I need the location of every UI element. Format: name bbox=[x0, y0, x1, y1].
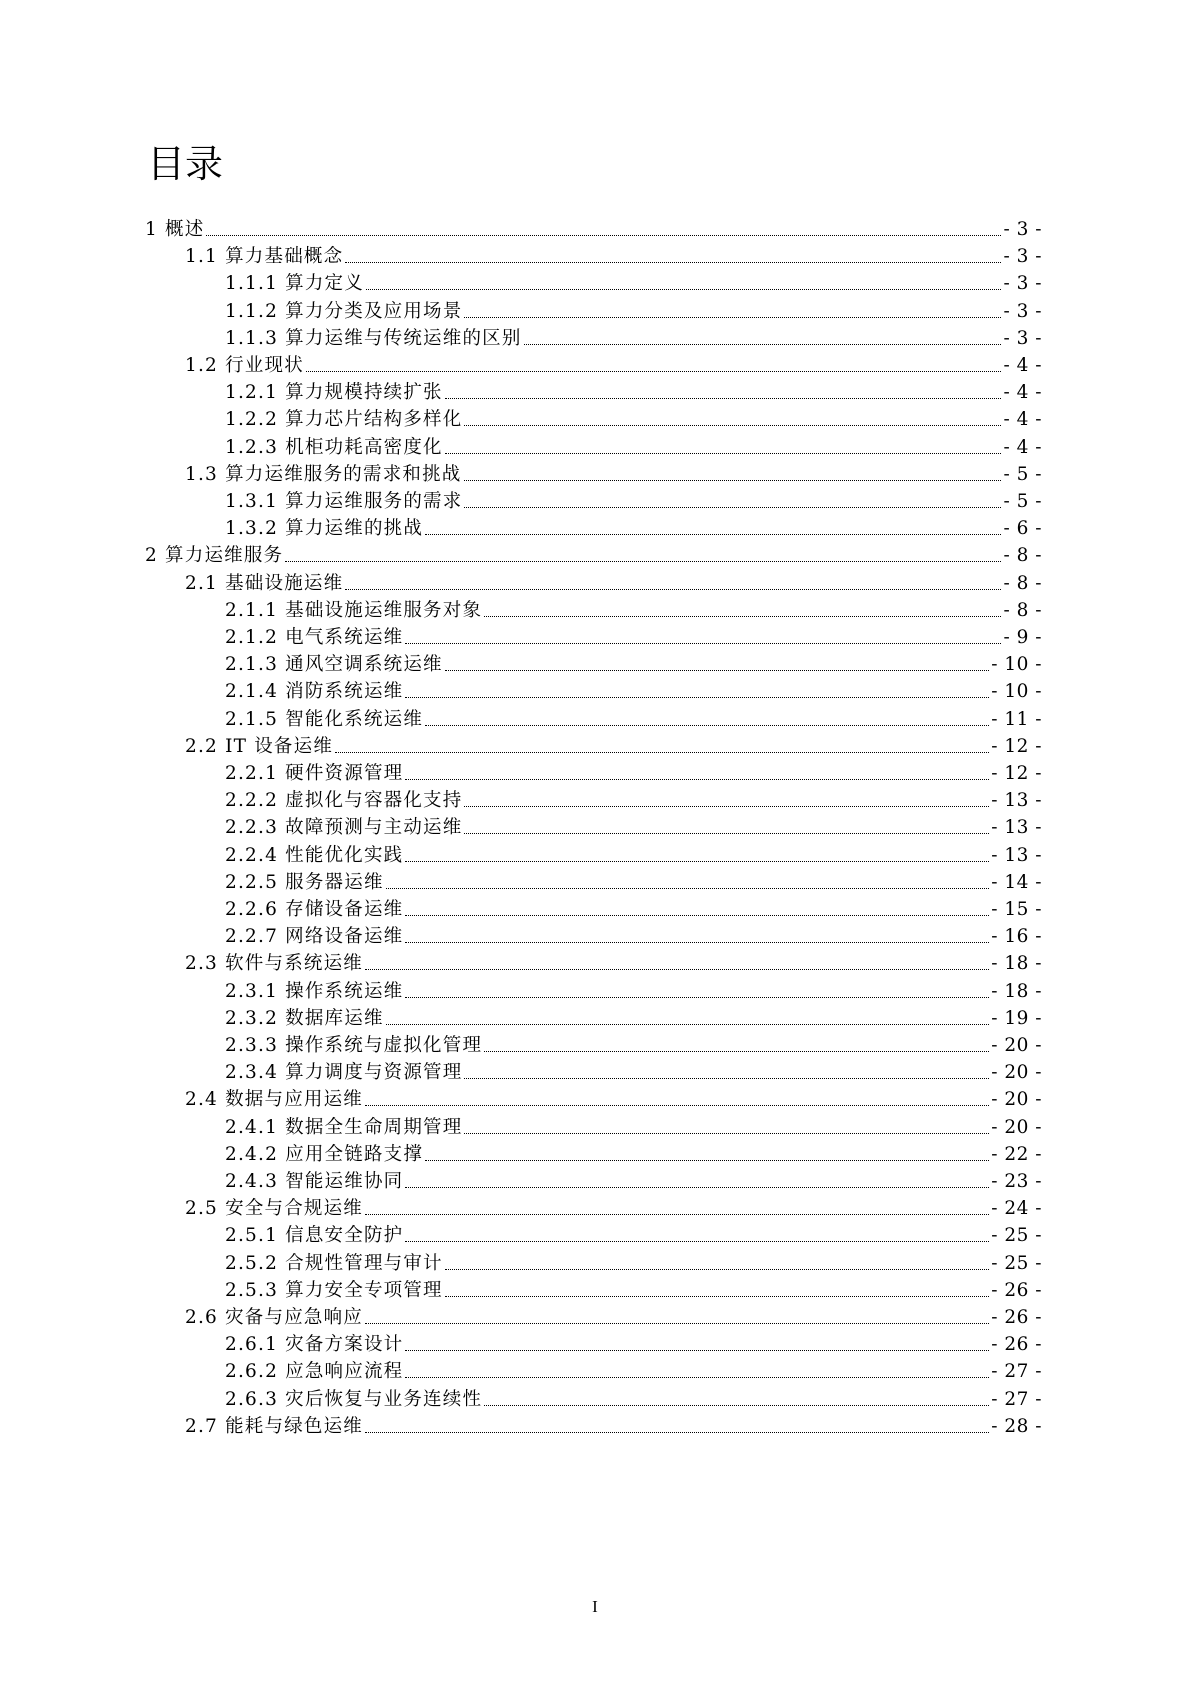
toc-entry-title: 2.2.6 存储设备运维 bbox=[225, 899, 404, 920]
toc-entry-title: 1 概述 bbox=[145, 219, 205, 240]
toc-entry-title: 1.2.1 算力规模持续扩张 bbox=[225, 382, 443, 404]
toc-entry[interactable] bbox=[225, 269, 1042, 295]
dot-leader bbox=[464, 806, 989, 807]
toc-entry[interactable] bbox=[225, 868, 1042, 894]
toc-entry[interactable] bbox=[185, 1412, 1042, 1438]
toc-entry-page: - 22 - bbox=[991, 1143, 1042, 1165]
page-number: I bbox=[592, 1597, 598, 1616]
toc-entry[interactable] bbox=[225, 297, 1042, 323]
dot-leader bbox=[425, 534, 1001, 535]
toc-entry-title: 2.2.4 性能优化实践 bbox=[225, 844, 404, 866]
toc-entry-title: 2.3.2 数据库运维 bbox=[225, 1007, 384, 1029]
toc-entry-page: - 23 - bbox=[991, 1171, 1042, 1192]
toc-entry[interactable] bbox=[225, 977, 1042, 1003]
toc-entry-title: 2.3.3 操作系统与虚拟化管理 bbox=[225, 1035, 483, 1056]
dot-leader bbox=[365, 1432, 989, 1433]
toc-entry[interactable] bbox=[225, 1031, 1042, 1057]
toc-entry[interactable] bbox=[225, 487, 1042, 513]
toc-entry-title: 2.6.3 灾后恢复与业务连续性 bbox=[225, 1388, 483, 1410]
dot-leader bbox=[365, 969, 989, 970]
toc-entry[interactable] bbox=[185, 460, 1042, 486]
toc-entry-page: - 10 - bbox=[991, 654, 1042, 676]
toc-entry-page: - 5 - bbox=[1003, 491, 1042, 512]
toc-entry-page: - 10 - bbox=[991, 681, 1042, 703]
toc-entry-page: - 18 - bbox=[991, 953, 1042, 975]
toc-entry-page: - 12 - bbox=[991, 735, 1042, 757]
dot-leader bbox=[524, 344, 1002, 345]
dot-leader bbox=[405, 997, 989, 998]
toc-entry-title: 2.2.5 服务器运维 bbox=[225, 871, 384, 893]
toc-entry-page: - 8 - bbox=[1003, 545, 1042, 567]
dot-leader bbox=[365, 1105, 989, 1106]
dot-leader bbox=[345, 262, 1001, 263]
toc-entry[interactable] bbox=[225, 1330, 1042, 1356]
dot-leader bbox=[484, 616, 1001, 617]
dot-leader bbox=[405, 1241, 989, 1242]
toc-entry-title: 2.4 数据与应用运维 bbox=[185, 1089, 364, 1111]
toc-entry[interactable] bbox=[225, 1249, 1042, 1275]
toc-entry[interactable] bbox=[225, 813, 1042, 839]
dot-leader bbox=[405, 697, 989, 698]
toc-entry-title: 2.1.2 电气系统运维 bbox=[225, 627, 404, 648]
toc-entry-page: - 28 - bbox=[991, 1415, 1042, 1437]
toc-entry-page: - 20 - bbox=[991, 1116, 1042, 1138]
dot-leader bbox=[464, 833, 989, 834]
toc-entry[interactable] bbox=[225, 1167, 1042, 1193]
toc-entry-title: 1.3 算力运维服务的需求和挑战 bbox=[185, 463, 462, 485]
toc-entry[interactable] bbox=[225, 1276, 1042, 1302]
dot-leader bbox=[285, 561, 1001, 562]
dot-leader bbox=[345, 589, 1001, 590]
toc-entry-title: 2.1.4 消防系统运维 bbox=[225, 681, 404, 703]
toc-entry-page: - 25 - bbox=[991, 1252, 1042, 1274]
dot-leader bbox=[365, 1323, 989, 1324]
toc-entry-page: - 25 - bbox=[991, 1225, 1042, 1247]
toc-entry-title: 2.7 能耗与绿色运维 bbox=[185, 1415, 364, 1437]
toc-entry-page: - 20 - bbox=[991, 1035, 1042, 1056]
toc-entry-title: 1.2.3 机柜功耗高密度化 bbox=[225, 436, 443, 458]
toc-entry-title: 1.1.3 算力运维与传统运维的区别 bbox=[225, 327, 522, 349]
toc-entry-page: - 24 - bbox=[991, 1198, 1042, 1220]
toc-entry[interactable] bbox=[225, 1113, 1042, 1139]
toc-entry-title: 2.3 软件与系统运维 bbox=[185, 953, 364, 975]
toc-entry[interactable] bbox=[225, 623, 1042, 649]
dot-leader bbox=[425, 1160, 989, 1161]
toc-entry[interactable] bbox=[225, 841, 1042, 867]
toc-entry[interactable] bbox=[185, 569, 1042, 595]
toc-entry-page: - 3 - bbox=[1003, 300, 1042, 322]
toc-entry-title: 2.1.3 通风空调系统运维 bbox=[225, 654, 443, 676]
toc-entry-title: 1.1.2 算力分类及应用场景 bbox=[225, 300, 463, 322]
toc-entry-page: - 6 - bbox=[1003, 518, 1042, 540]
dot-leader bbox=[386, 888, 990, 889]
toc-entry[interactable] bbox=[185, 732, 1042, 758]
dot-leader bbox=[206, 235, 1001, 236]
dot-leader bbox=[445, 453, 1002, 454]
dot-leader bbox=[405, 1377, 989, 1378]
toc-entry-page: - 13 - bbox=[991, 844, 1042, 866]
toc-entry-page: - 4 - bbox=[1003, 436, 1042, 458]
toc-entry[interactable] bbox=[225, 677, 1042, 703]
toc-entry-page: - 3 - bbox=[1003, 273, 1042, 295]
toc-entry[interactable] bbox=[225, 895, 1042, 921]
toc-entry-title: 2.2.3 故障预测与主动运维 bbox=[225, 817, 463, 839]
toc-entry[interactable] bbox=[225, 405, 1042, 431]
dot-leader bbox=[464, 480, 1002, 481]
toc-entry[interactable] bbox=[225, 1058, 1042, 1084]
toc-entry-title: 2.4.2 应用全链路支撑 bbox=[225, 1143, 424, 1165]
toc-entry[interactable] bbox=[225, 786, 1042, 812]
toc-entry-page: - 18 - bbox=[991, 980, 1042, 1002]
toc-entry-page: - 4 - bbox=[1003, 382, 1042, 404]
toc-entry-title: 2.5.1 信息安全防护 bbox=[225, 1225, 404, 1247]
toc-entry-title: 2.3.4 算力调度与资源管理 bbox=[225, 1062, 463, 1084]
toc-entry[interactable] bbox=[225, 378, 1042, 404]
dot-leader bbox=[445, 1269, 989, 1270]
toc-entry-title: 2.1.1 基础设施运维服务对象 bbox=[225, 599, 483, 621]
toc-entry-page: - 19 - bbox=[991, 1007, 1042, 1029]
toc-entry-page: - 20 - bbox=[991, 1062, 1042, 1084]
toc-entry[interactable] bbox=[225, 324, 1042, 350]
toc-entry-page: - 3 - bbox=[1003, 246, 1042, 268]
toc-entry-title: 2.5.2 合规性管理与审计 bbox=[225, 1252, 443, 1274]
toc-entry[interactable] bbox=[225, 433, 1042, 459]
toc-entry-page: - 26 - bbox=[991, 1334, 1042, 1356]
toc-entry-title: 2.6.1 灾备方案设计 bbox=[225, 1334, 404, 1356]
dot-leader bbox=[445, 670, 989, 671]
dot-leader bbox=[405, 779, 989, 780]
toc-entry-title: 2.6 灾备与应急响应 bbox=[185, 1307, 364, 1328]
toc-entry[interactable] bbox=[185, 1303, 1042, 1329]
dot-leader bbox=[445, 398, 1002, 399]
dot-leader bbox=[464, 1133, 989, 1134]
toc-entry[interactable] bbox=[225, 1221, 1042, 1247]
toc-entry-page: - 4 - bbox=[1003, 409, 1042, 431]
toc-entry-title: 1.1.1 算力定义 bbox=[225, 273, 364, 295]
toc-entry[interactable] bbox=[225, 514, 1042, 540]
toc-entry-title: 2.1 基础设施运维 bbox=[185, 572, 344, 594]
toc-entry[interactable] bbox=[145, 215, 1042, 241]
toc-entry[interactable] bbox=[225, 1140, 1042, 1166]
toc-entry-title: 1.2 行业现状 bbox=[185, 355, 304, 376]
dot-leader bbox=[306, 371, 1002, 372]
toc-entry-page: - 15 - bbox=[991, 899, 1042, 920]
toc-entry[interactable] bbox=[185, 242, 1042, 268]
dot-leader bbox=[405, 1350, 989, 1351]
toc-title: 目录 bbox=[147, 142, 224, 186]
toc-entry-title: 2.1.5 智能化系统运维 bbox=[225, 708, 424, 730]
toc-entry-page: - 12 - bbox=[991, 763, 1042, 784]
toc-entry-page: - 27 - bbox=[991, 1361, 1042, 1383]
dot-leader bbox=[425, 725, 989, 726]
dot-leader bbox=[335, 752, 989, 753]
toc-entry-page: - 20 - bbox=[991, 1089, 1042, 1111]
toc-entry[interactable] bbox=[225, 759, 1042, 785]
toc-entry-title: 2.2 IT 设备运维 bbox=[185, 735, 334, 757]
toc-entry-title: 2.5 安全与合规运维 bbox=[185, 1198, 364, 1220]
toc-entry-title: 1.1 算力基础概念 bbox=[185, 246, 344, 268]
toc-entry-page: - 3 - bbox=[1003, 219, 1042, 240]
toc-entry[interactable] bbox=[225, 1385, 1042, 1411]
dot-leader bbox=[464, 1078, 989, 1079]
dot-leader bbox=[464, 425, 1001, 426]
dot-leader bbox=[484, 1051, 989, 1052]
toc-entry[interactable] bbox=[225, 596, 1042, 622]
toc-entry-page: - 27 - bbox=[991, 1388, 1042, 1410]
dot-leader bbox=[464, 507, 1001, 508]
toc-entry-page: - 5 - bbox=[1003, 463, 1042, 485]
dot-leader bbox=[366, 289, 1002, 290]
toc-entry-title: 2.3.1 操作系统运维 bbox=[225, 980, 404, 1002]
toc-entry-title: 2.4.3 智能运维协同 bbox=[225, 1171, 404, 1192]
dot-leader bbox=[386, 1024, 990, 1025]
toc-entry-page: - 13 - bbox=[991, 817, 1042, 839]
toc-entry-title: 2.2.2 虚拟化与容器化支持 bbox=[225, 790, 463, 812]
toc-entry-page: - 16 - bbox=[991, 926, 1042, 948]
toc-entry[interactable] bbox=[185, 1085, 1042, 1111]
toc-entry-title: 2.2.7 网络设备运维 bbox=[225, 926, 404, 948]
dot-leader bbox=[484, 1405, 989, 1406]
toc-entry[interactable] bbox=[145, 541, 1042, 567]
toc-entry-title: 1.3.1 算力运维服务的需求 bbox=[225, 491, 463, 512]
toc-entry-title: 2.5.3 算力安全专项管理 bbox=[225, 1279, 443, 1301]
toc-entry-page: - 13 - bbox=[991, 790, 1042, 812]
toc-entry-page: - 26 - bbox=[991, 1279, 1042, 1301]
dot-leader bbox=[365, 1214, 989, 1215]
dot-leader bbox=[464, 317, 1001, 318]
dot-leader bbox=[445, 1296, 989, 1297]
toc-entry-title: 2.6.2 应急响应流程 bbox=[225, 1361, 404, 1383]
dot-leader bbox=[405, 915, 989, 916]
toc-entry-page: - 11 - bbox=[991, 708, 1042, 730]
toc-entry-title: 2.4.1 数据全生命周期管理 bbox=[225, 1116, 463, 1138]
dot-leader bbox=[405, 942, 989, 943]
toc-entry-page: - 26 - bbox=[991, 1307, 1042, 1328]
toc-entry[interactable] bbox=[225, 705, 1042, 731]
dot-leader bbox=[405, 1187, 989, 1188]
toc-entry-page: - 9 - bbox=[1003, 627, 1042, 648]
dot-leader bbox=[405, 861, 989, 862]
toc-entry[interactable] bbox=[185, 949, 1042, 975]
toc-entry-title: 2.2.1 硬件资源管理 bbox=[225, 763, 404, 784]
toc-entry[interactable] bbox=[225, 650, 1042, 676]
dot-leader bbox=[405, 643, 1001, 644]
toc-entry[interactable] bbox=[225, 922, 1042, 948]
toc-entry[interactable] bbox=[185, 351, 1042, 377]
toc-entry-page: - 8 - bbox=[1003, 599, 1042, 621]
toc-entry-page: - 4 - bbox=[1003, 355, 1042, 376]
toc-entry[interactable] bbox=[225, 1357, 1042, 1383]
toc-entry-title: 1.3.2 算力运维的挑战 bbox=[225, 518, 424, 540]
toc-entry[interactable] bbox=[225, 1004, 1042, 1030]
toc-entry-title: 2 算力运维服务 bbox=[145, 545, 284, 567]
toc-entry[interactable] bbox=[185, 1194, 1042, 1220]
toc-entry-page: - 3 - bbox=[1003, 327, 1042, 349]
toc-entry-title: 1.2.2 算力芯片结构多样化 bbox=[225, 409, 463, 431]
toc-entry-page: - 14 - bbox=[991, 871, 1042, 893]
toc-entry-page: - 8 - bbox=[1003, 572, 1042, 594]
